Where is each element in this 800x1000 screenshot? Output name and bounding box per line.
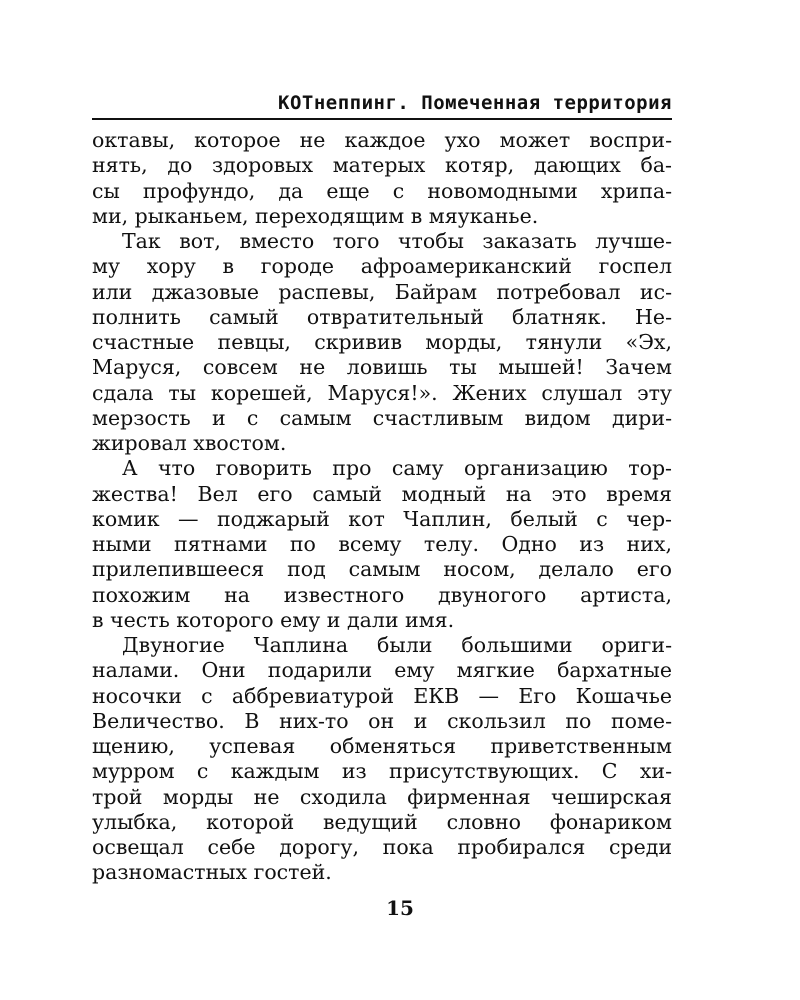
text-line: Маруся, совсем не ловишь ты мышей! Зачем (92, 355, 672, 380)
text-line: ми, рыканьем, переходящим в мяуканье. (92, 203, 539, 228)
text-line: похожим на известного двуногого артиста, (92, 582, 672, 607)
text-line: разномастных гостей. (92, 860, 332, 885)
text-line: ными пятнами по всему телу. Одно из них, (92, 532, 672, 556)
body-text (92, 128, 672, 886)
text-line: Величество. В них-то он и скользил по поме- (92, 708, 672, 733)
running-header (92, 88, 672, 120)
text-line: трой морды не сходила фирменная чеширская (92, 784, 672, 809)
text-line: му хору в городе афроамериканский госпел (92, 254, 672, 279)
text-line: А что говорить про саму организацию тор- (122, 456, 672, 481)
text-line: Двуногие Чаплина были большими ориги- (122, 633, 672, 657)
text-line: жества! Вел его самый модный на это время (92, 481, 672, 506)
text-line: налами. Они подарили ему мягкие бархатные (92, 658, 672, 683)
text-line: сдала ты корешей, Маруся!». Жених слушал эту (92, 380, 672, 405)
text-line: прилепившееся под самым носом, делало его (92, 557, 672, 582)
text-line: мерзость и с самым счастливым видом дири- (92, 405, 672, 430)
text-line: Так вот, вместо того чтобы заказать лучше- (122, 229, 672, 253)
text-line: счастные певцы, скривив морды, тянули «Эх, (92, 330, 672, 354)
page-number: 15 (386, 896, 414, 920)
text-line: щению, успевая обменяться приветственным (92, 734, 672, 758)
text-line: сы профундо, да еще с новомодными хрипа- (92, 178, 672, 203)
text-line: носочки с аббревиатурой ЕКВ — Его Кошачье (92, 683, 672, 708)
running-title: КОТнеппинг. Помеченная территория (278, 92, 672, 114)
text-line: нять, до здоровых матерых котяр, дающих ба- (92, 153, 672, 178)
text-line: жировал хвостом. (92, 431, 287, 455)
text-line: улыбка, которой ведущий словно фонариком (92, 809, 672, 834)
text-line: комик — поджарый кот Чаплин, белый с чер- (92, 506, 672, 531)
text-line: освещал себе дорогу, пока пробирался среди (92, 835, 672, 859)
text-line: или джазовые распевы, Байрам потребовал ис- (92, 279, 672, 304)
text-line: октавы, которое не каждое ухо может воспри- (92, 128, 672, 152)
text-line: в честь которого ему и дали имя. (92, 607, 455, 632)
text-line: мурром с каждым из присутствующих. С хи- (92, 759, 672, 784)
text-line: полнить самый отвратительный блатняк. Не- (92, 304, 672, 329)
